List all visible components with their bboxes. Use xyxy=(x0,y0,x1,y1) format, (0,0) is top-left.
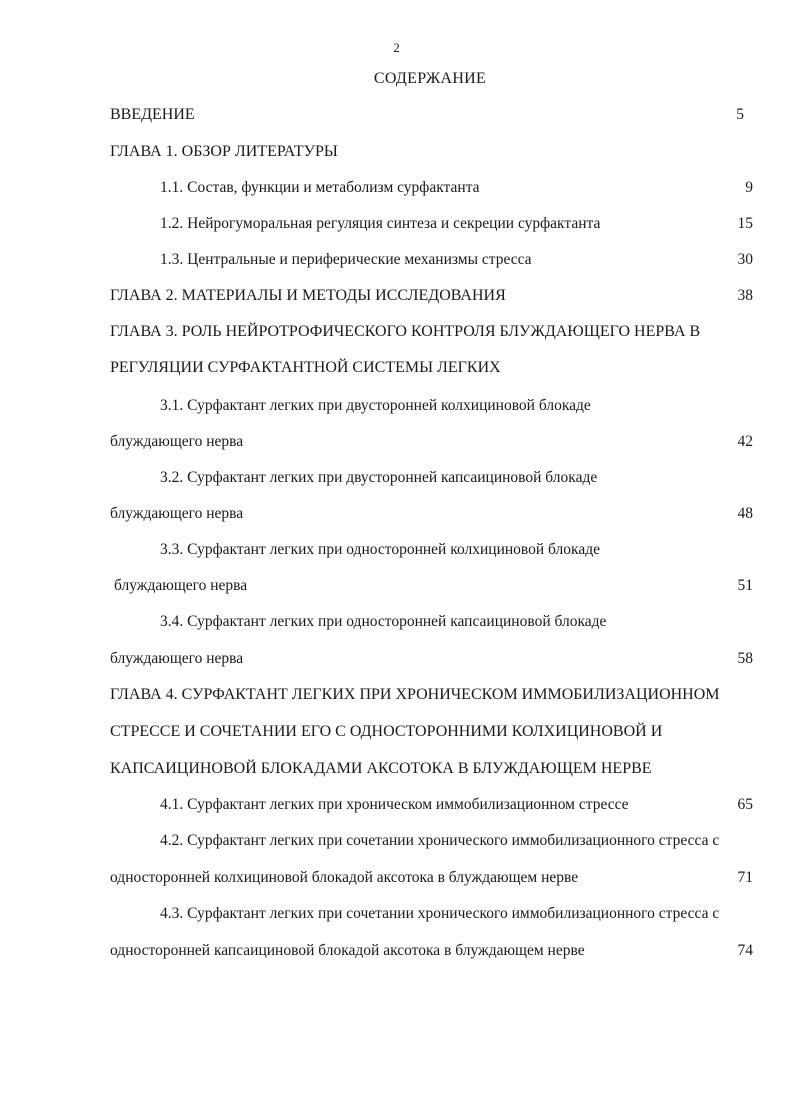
toc-entry-3-1-line2: блуждающего нерва xyxy=(110,433,244,450)
toc-entry-1-2: 1.2. Нейрогуморальная регуляция синтеза и секреции сурфактанта xyxy=(160,215,601,232)
toc-page-3-3: 51 xyxy=(737,577,753,594)
page-number: 2 xyxy=(393,40,400,55)
toc-page-4-2: 71 xyxy=(737,869,753,886)
toc-entry-chapter-3-line2: РЕГУЛЯЦИИ СУРФАКТАНТНОЙ СИСТЕМЫ ЛЕГКИХ xyxy=(110,359,501,376)
toc-page-chapter-2: 38 xyxy=(737,287,753,304)
toc-entry-4-1: 4.1. Сурфактант легких при хроническом иммобилизационном стрессе xyxy=(160,796,629,813)
toc-entry-chapter-4-line2: СТРЕССЕ И СОЧЕТАНИИ ЕГО С ОДНОСТОРОННИМИ КОЛХИЦИНОВОЙ И xyxy=(110,723,663,740)
toc-entry-chapter-2: ГЛАВА 2. МАТЕРИАЛЫ И МЕТОДЫ ИССЛЕДОВАНИЯ xyxy=(110,287,506,304)
toc-entry-3-2-line1: 3.2. Сурфактант легких при двусторонней капсаициновой блокаде xyxy=(160,469,598,486)
toc-entry-1-3: 1.3. Центральные и периферические механизмы стресса xyxy=(160,251,532,268)
toc-entry-4-3-line2: односторонней капсаициновой блокадой аксотока в блуждающем нерве xyxy=(110,942,585,959)
toc-entry-3-3-line1: 3.3. Сурфактант легких при односторонней колхициновой блокаде xyxy=(160,541,600,558)
toc-entry-3-4-line2: блуждающего нерва xyxy=(110,650,244,667)
toc-page-1-2: 15 xyxy=(737,215,753,232)
toc-entry-chapter-3-line1: ГЛАВА 3. РОЛЬ НЕЙРОТРОФИЧЕСКОГО КОНТРОЛЯ БЛУЖДАЮЩЕГО НЕРВА В xyxy=(110,323,701,340)
toc-entry-chapter-1: ГЛАВА 1. ОБЗОР ЛИТЕРАТУРЫ xyxy=(110,143,338,160)
toc-page-1-3: 30 xyxy=(737,251,753,268)
toc-entry-chapter-4-line1: ГЛАВА 4. СУРФАКТАНТ ЛЕГКИХ ПРИ ХРОНИЧЕСКОМ ИММОБИЛИЗАЦИОННОМ xyxy=(110,686,720,703)
toc-page-intro: 5 xyxy=(736,106,744,123)
toc-entry-4-2-line2: односторонней колхициновой блокадой аксотока в блуждающем нерве xyxy=(110,869,579,886)
toc-page-1-1: 9 xyxy=(745,179,753,196)
toc-entry-4-2-line1: 4.2. Сурфактант легких при сочетании хронического иммобилизационного стресса с xyxy=(160,832,720,849)
toc-entry-3-4-line1: 3.4. Сурфактант легких при односторонней капсаициновой блокаде xyxy=(160,613,607,630)
toc-page-3-2: 48 xyxy=(737,505,753,522)
toc-entry-1-1: 1.1. Состав, функции и метаболизм сурфактанта xyxy=(160,179,480,196)
toc-entry-3-3-line2: блуждающего нерва xyxy=(114,577,248,594)
toc-entry-intro: ВВЕДЕНИЕ xyxy=(110,106,195,123)
toc-entry-4-3-line1: 4.3. Сурфактант легких при сочетании хронического иммобилизационного стресса с xyxy=(160,905,720,922)
toc-title: СОДЕРЖАНИЕ xyxy=(373,70,487,87)
toc-page-4-3: 74 xyxy=(737,942,753,959)
toc-page-3-1: 42 xyxy=(737,433,753,450)
toc-entry-chapter-4-line3: КАПСАИЦИНОВОЙ БЛОКАДАМИ АКСОТОКА В БЛУЖДАЮЩЕМ НЕРВЕ xyxy=(110,760,652,777)
toc-entry-3-1-line1: 3.1. Сурфактант легких при двусторонней колхициновой блокаде xyxy=(160,397,591,414)
toc-page-4-1: 65 xyxy=(737,796,753,813)
toc-page-3-4: 58 xyxy=(737,650,753,667)
toc-entry-3-2-line2: блуждающего нерва xyxy=(110,505,244,522)
